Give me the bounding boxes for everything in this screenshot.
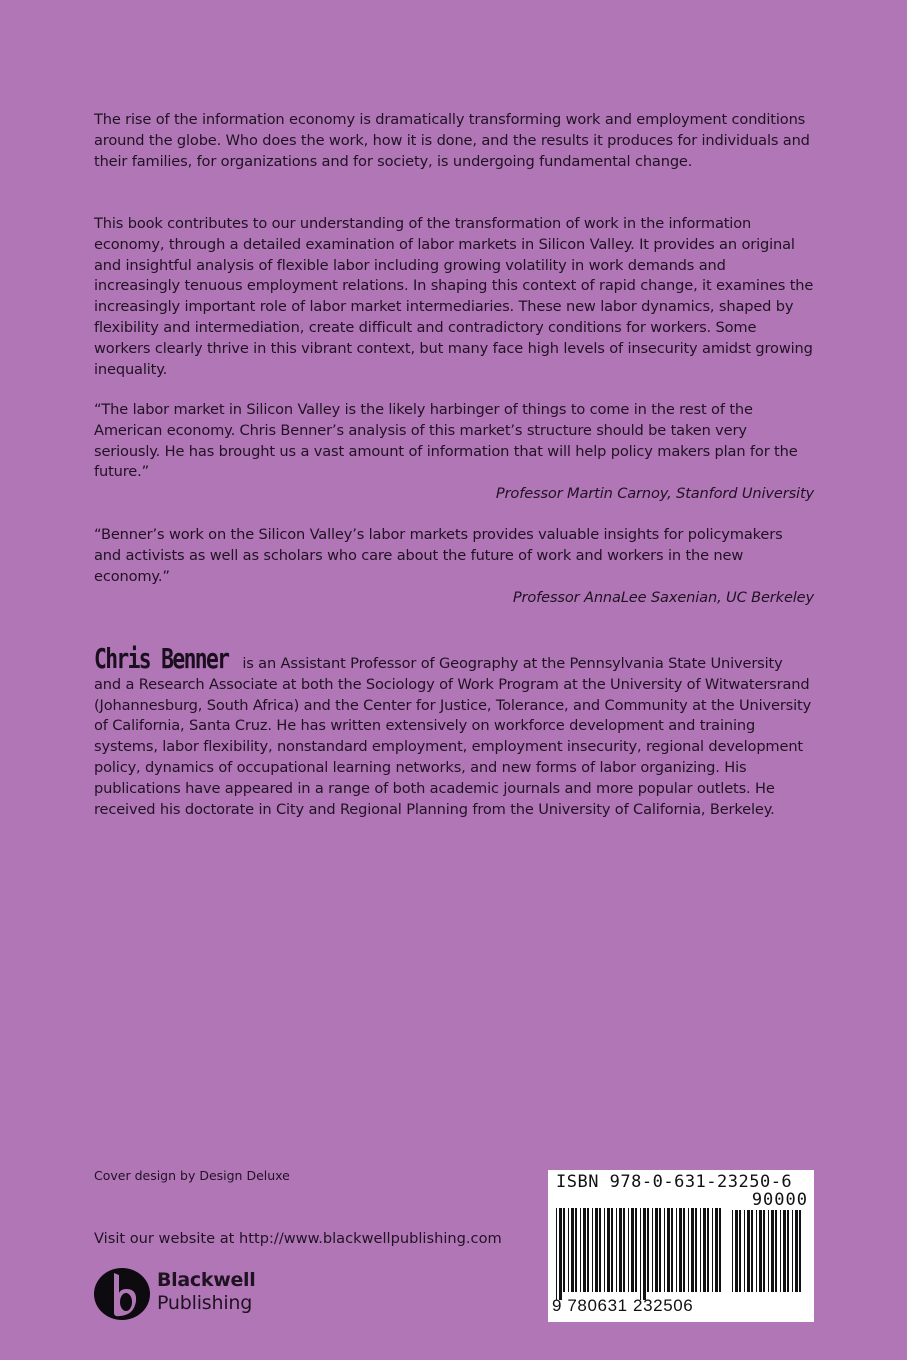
barcode-bar [695, 1208, 697, 1292]
barcode-bar [775, 1210, 777, 1292]
barcode-bar [744, 1210, 745, 1292]
barcode-bar [759, 1210, 762, 1292]
barcode-bar [587, 1208, 589, 1292]
author-bio [94, 643, 814, 820]
barcode-bar [575, 1208, 577, 1292]
barcode-bar [583, 1208, 586, 1292]
barcode-bar [655, 1208, 658, 1292]
barcode-bar [563, 1208, 565, 1292]
barcode-bar [659, 1208, 661, 1292]
cover-design-credit: Cover design by Design Deluxe [94, 1168, 290, 1183]
barcode-bar [688, 1208, 689, 1292]
blurb-paragraph-2: This book contributes to our understanding of the transformation of work in the information economy, through a detailed examination of labor markets in Silicon Valley. It provides an original and insightful analysis of flexible labor including growing volatility in work demands and increasingly tenuous employment relations. In shaping this context of rapid change, it examines the increasingly important role of labor market intermediaries. These new labor dynamics, shaped by flexibility and intermediation, create difficult and contradictory conditions for workers. Some workers clearly thrive in this vibrant context, but many face high levels of insecurity amidst growing inequality. [94, 215, 814, 378]
price-code: 90000 [751, 1190, 808, 1210]
barcode-bar [559, 1208, 562, 1300]
barcode-bar [799, 1210, 801, 1292]
publisher-logo [92, 1265, 262, 1325]
barcode-bar [616, 1208, 617, 1292]
barcode-bars [556, 1208, 726, 1300]
barcode-bar [667, 1208, 670, 1292]
isbn-label: ISBN 978-0-631-23250-6 [556, 1172, 793, 1192]
barcode-bar [611, 1208, 613, 1292]
author-name: Chris Benner [94, 643, 229, 676]
barcode-bar [679, 1208, 682, 1292]
barcode-bar [715, 1208, 718, 1292]
barcode-bar [707, 1208, 709, 1292]
barcode-bar [712, 1208, 713, 1292]
endorsement-quote: “Benner’s work on the Silicon Valley’s labor markets provides valuable insights for policymakers and activists as well as scholars who care about the future of work and workers in the new economy.” [94, 526, 783, 585]
barcode-bar [628, 1208, 629, 1292]
barcode-bar [732, 1210, 733, 1292]
barcode-bar [664, 1208, 665, 1292]
barcode-bar [671, 1208, 673, 1292]
barcode-bar [635, 1208, 637, 1292]
barcode-bar [647, 1208, 649, 1292]
barcode-bar [783, 1210, 786, 1292]
barcode-bar [763, 1210, 765, 1292]
barcode-panel [548, 1170, 814, 1322]
barcode-bar [556, 1208, 557, 1300]
barcode-bar [619, 1208, 622, 1292]
barcode-bar [792, 1210, 793, 1292]
endorsement-attribution: Professor Martin Carnoy, Stanford University [495, 485, 814, 503]
barcode-bar [747, 1210, 750, 1292]
barcode-bar [780, 1210, 781, 1292]
barcode-bar [787, 1210, 789, 1292]
blurb-paragraph-1: The rise of the information economy is dramatically transforming work and employment conditions around the globe. Who does the work, how it is done, and the results it produces for individuals and their families, for organizations and for society, is undergoing fundamental change. [94, 111, 810, 170]
barcode-bar [599, 1208, 601, 1292]
endorsement-attribution: Professor AnnaLee Saxenian, UC Berkeley [512, 589, 814, 607]
barcode-bar [756, 1210, 757, 1292]
barcode-bar [568, 1208, 569, 1292]
publisher-website: Visit our website at http://www.blackwellpublishing.com [94, 1230, 502, 1247]
barcode-bar [719, 1208, 721, 1292]
author-bio-text: is an Assistant Professor of Geography at the Pennsylvania State University and a Research Associate at both the Sociology of Work Program at the University of Witwatersrand (Johannesburg, South Africa) and the Center for Justice, Tolerance, and Community at the University of California, Santa Cruz. He has written extensively on workforce development and training systems, labor flexibility, nonstandard employment, employment insecurity, regional development policy, dynamics of occupational learning networks, and new forms of labor organizing. His publications have appeared in a range of both academic journals and more popular outlets. He received his doctorate in City and Regional Planning from the University of California, Berkeley. [94, 655, 812, 818]
barcode-bar [571, 1208, 574, 1292]
barcode-bar [631, 1208, 634, 1292]
blackwell-b-icon [92, 1265, 152, 1321]
barcode-bar [771, 1210, 774, 1292]
publisher-sub: Publishing [157, 1292, 253, 1314]
endorsement-1 [94, 400, 814, 505]
barcode-addon-bars [732, 1210, 804, 1300]
barcode-bar [768, 1210, 769, 1292]
endorsement-2 [94, 525, 814, 609]
barcode-bar [580, 1208, 581, 1292]
barcode-bar [739, 1210, 741, 1292]
endorsement-quote: “The labor market in Silicon Valley is the likely harbinger of things to come in the rest of the American economy. Chris Benner’s analysis of this market’s structure should be taken very seriously. He has brought us a vast amount of information that will help policy makers plan for the future.” [94, 401, 798, 481]
barcode-bar [604, 1208, 605, 1292]
barcode-bar [652, 1208, 653, 1292]
barcode-bar [700, 1208, 701, 1292]
barcode-bar [623, 1208, 625, 1292]
barcode-bar [703, 1208, 706, 1292]
barcode-bar [683, 1208, 685, 1292]
barcode-bar [735, 1210, 738, 1292]
barcode-bar [640, 1208, 641, 1300]
barcode-bar [592, 1208, 593, 1292]
barcode-bar [676, 1208, 677, 1292]
barcode-bar [795, 1210, 798, 1292]
barcode-bar [607, 1208, 610, 1292]
barcode-bar [751, 1210, 753, 1292]
publisher-name: Blackwell [157, 1269, 256, 1291]
barcode-bar [691, 1208, 694, 1292]
barcode-digits: 9 780631 232506 [552, 1296, 694, 1315]
barcode-bar [595, 1208, 598, 1292]
barcode-bar [643, 1208, 646, 1300]
